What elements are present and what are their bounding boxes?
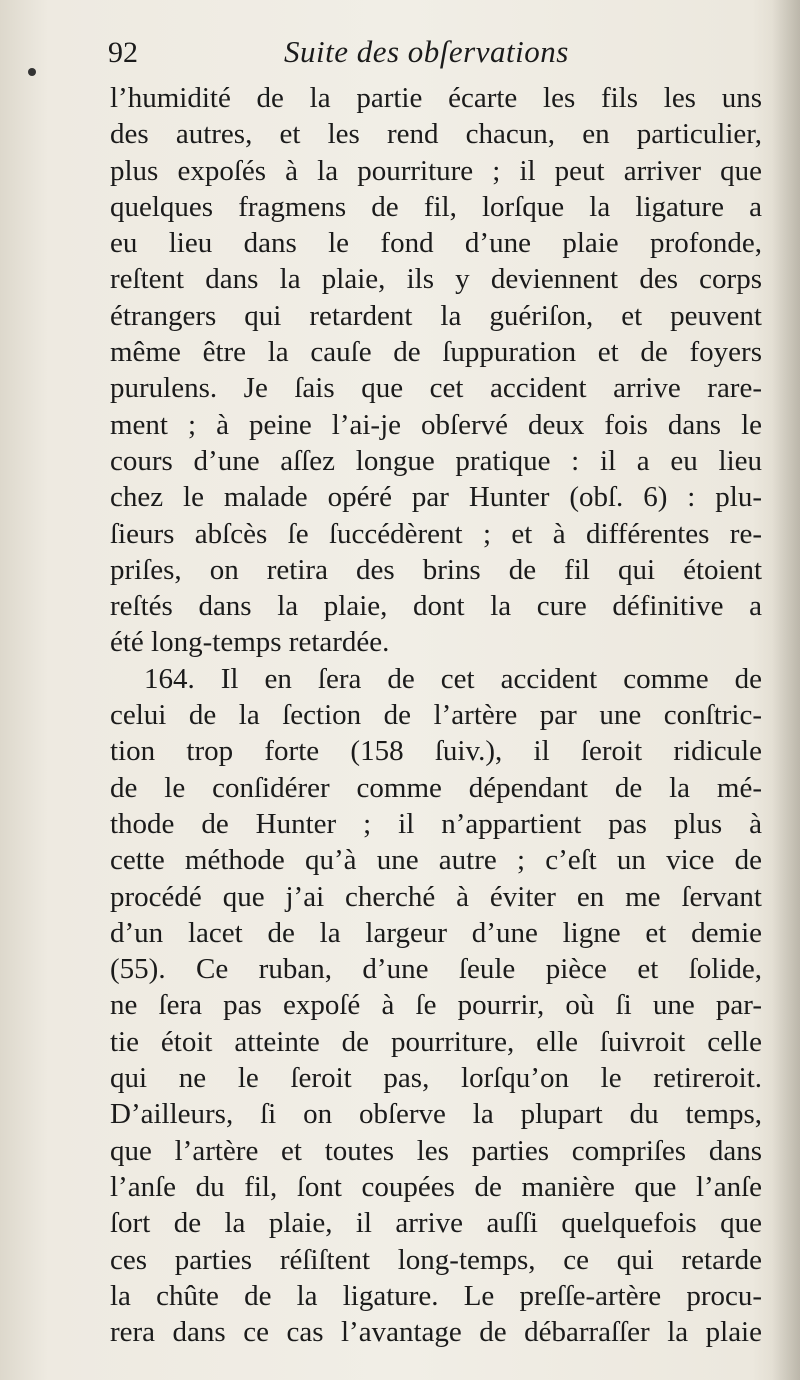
text-line: d’un lacet de la largeur d’une ligne et demie [110, 916, 762, 949]
text-line: cette méthode qu’à une autre ; c’eſt un vice de [110, 844, 762, 877]
text-line: ces parties réſiſtent long-temps, ce qui retarde [110, 1243, 762, 1276]
text-line: ſort de la plaie, il arrive auſſi quelquefois que [110, 1207, 762, 1240]
text-line: plus expoſés à la pourriture ; il peut arriver que [110, 154, 762, 187]
text-line: étrangers qui retardent la guériſon, et peuvent [110, 299, 762, 332]
page-number: 92 [108, 36, 138, 69]
text-line: ment ; à peine l’ai-je obſervé deux fois dans le [110, 408, 762, 441]
page-header [108, 32, 768, 82]
text-line: reſtés dans la plaie, dont la cure définitive a [110, 590, 762, 623]
text-line: eu lieu dans le fond d’une plaie profonde, [110, 227, 762, 260]
text-line: (55). Ce ruban, d’une ſeule pièce et ſolide, [110, 953, 762, 986]
text-line: que l’artère et toutes les parties compriſes dans [110, 1134, 762, 1167]
text-line: tie étoit atteinte de pourriture, elle ſuivroit celle [110, 1025, 762, 1058]
text-line: celui de la ſection de l’artère par une conſtric- [110, 699, 762, 732]
text-line: priſes, on retira des brins de fil qui étoient [110, 553, 762, 586]
text-line: quelques fragmens de fil, lorſque la ligature a [110, 190, 762, 223]
page-gutter-shadow [772, 0, 800, 1380]
text-line: l’anſe du fil, ſont coupées de manière que l’anſe [110, 1170, 762, 1203]
text-line: la chûte de la ligature. Le preſſe-artère procu- [110, 1279, 762, 1312]
text-line: cours d’une aſſez longue pratique : il a eu lieu [110, 444, 762, 477]
paragraph-start-line: 164. Il en ſera de cet accident comme de [144, 662, 762, 695]
text-line: chez le malade opéré par Hunter (obſ. 6) : plu- [110, 481, 762, 514]
running-title: Suite des obſervations [284, 34, 569, 69]
text-line: tion trop forte (158 ſuiv.), il ſeroit ridicule [110, 735, 762, 768]
text-line: rera dans ce cas l’avantage de débarraſſer la plaie [110, 1316, 762, 1349]
text-line: qui ne le ſeroit pas, lorſqu’on le retireroit. [110, 1062, 762, 1095]
text-line: D’ailleurs, ſi on obſerve la plupart du temps, [110, 1098, 762, 1131]
text-line: purulens. Je ſais que cet accident arrive rare- [110, 372, 762, 405]
text-line: des autres, et les rend chacun, en particulier, [110, 118, 762, 151]
body-text [110, 80, 762, 1350]
text-line: ſieurs abſcès ſe ſuccédèrent ; et à différentes re- [110, 517, 762, 550]
paragraph-end-line: été long-temps retardée. [110, 626, 390, 659]
text-line: thode de Hunter ; il n’appartient pas plus à [110, 807, 762, 840]
text-line: ne ſera pas expoſé à ſe pourrir, où ſi une par- [110, 989, 762, 1022]
text-line: de le conſidérer comme dépendant de la mé- [110, 771, 762, 804]
margin-ink-dot [28, 68, 36, 76]
text-line: procédé que j’ai cherché à éviter en me ſervant [110, 880, 762, 913]
text-line: reſtent dans la plaie, ils y deviennent des corps [110, 263, 762, 296]
text-line: même être la cauſe de ſuppuration et de foyers [110, 336, 762, 369]
text-line: l’humidité de la partie écarte les fils les uns [110, 82, 762, 114]
